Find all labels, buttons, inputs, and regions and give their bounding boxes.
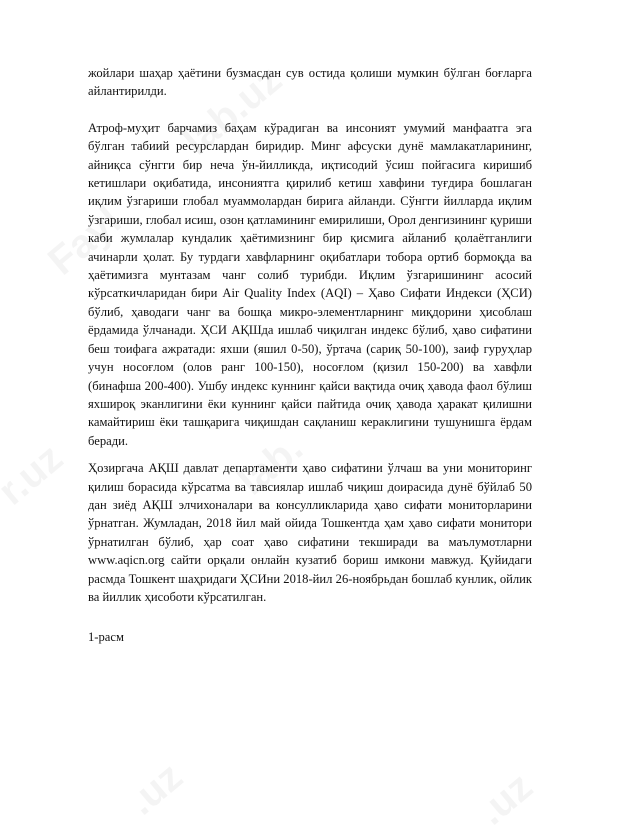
paragraph-environment: Атроф-муҳит барчамиз баҳам кўрадиган ва инсоният умумий манфаатга эга бўлган табиий ресурслардан биридир. Минг афсуски дунё мамлакатларининг, айниқса сўнгги бир неча ўн-йилликда, иқтисодий ўсиш пойгасига киришиб кетишлари оқибатида, инсониятга қирилиб кетиш хавфини туғдира бошлаган иқлим ўзгариши глобал муаммолардан бирига айланди. Сўнгги йилларда иқлим ўзгариши, глобал исиш, озон қатламининг емирилиши, Орол денгизининг қуриши каби жумлалар кундалик ҳаётимизнинг бир қисмига айланиб қолаётганлиги ачинарли ҳолат. Бу турдаги хавфларнинг оқибатлари тобора ортиб бормоқда ва ҳаётимизга мунтазам чанг солиб турибди. Иқлим ўзгаришининг асосий кўрсаткичларидан бири Air Quality Index (AQI) – Ҳаво Сифати Индекси (ҲСИ) бўлиб, ҳаводаги чанг ва бошқа микро-элементларнинг миқдорини ҳисоблаш ёрдамида ўлчанади. ҲСИ АҚШда ишлаб чиқилган индекс бўлиб, ҳаво сифатини беш тоифага ажратади: яхши (яшил 0-50), ўртача (сариқ 50-100), заиф гуруҳлар учун носоғлом (олов ранг 100-150), носоғлом (қизил 150-200) ва хавфли (бинафша 200-400). Ушбу индекс куннинг қайси вақтида очиқ ҳавода фаол бўлиш яхшироқ эканлигини ёки куннинг қайси пайтида очиқ ҳавода ҳаракат қилишни камайтириш ёки ташқарига чиқишдан сақланиш кераклигини тушунишга ёрдам беради. — [88, 120, 532, 448]
watermark — [0, 436, 72, 515]
watermark — [120, 754, 191, 824]
figure-caption: 1-расм — [88, 630, 124, 645]
document-page — [88, 64, 532, 647]
paragraph-monitoring: Ҳозиргача АҚШ давлат департаменти ҳаво сифатини ўлчаш ва уни мониторинг қилиш борасида кўрсатма ва тавсиялар ишлаб чиқиш доирасида дунё бўйлаб 50 дан зиёд АҚШ элчихоналари ва консулликларида ҳаво сифати мониторларини ўрнатган. Жумладан, 2018 йил май ойида Тошкентда ҳам ҳаво сифати монитори ўрнатилган бўлиб, ҳар соат ҳаво сифатини текширади ва маълумотларни www.aqicn.org сайти орқали онлайн кузатиб бориш имкони мавжуд. Қуйидаги расмда Тошкент шаҳридаги ҲСИни 2018-йил 26-ноябрьдан бошлаб кунлик, ойлик ва йиллик ҳисоботи кўрсатилган. — [88, 461, 532, 604]
paragraph-continuation: жойлари шаҳар ҳаётини бузмасдан сув остида қолиши мумкин бўлган боғларга айлантирилди. — [88, 66, 532, 99]
watermark — [470, 764, 541, 834]
